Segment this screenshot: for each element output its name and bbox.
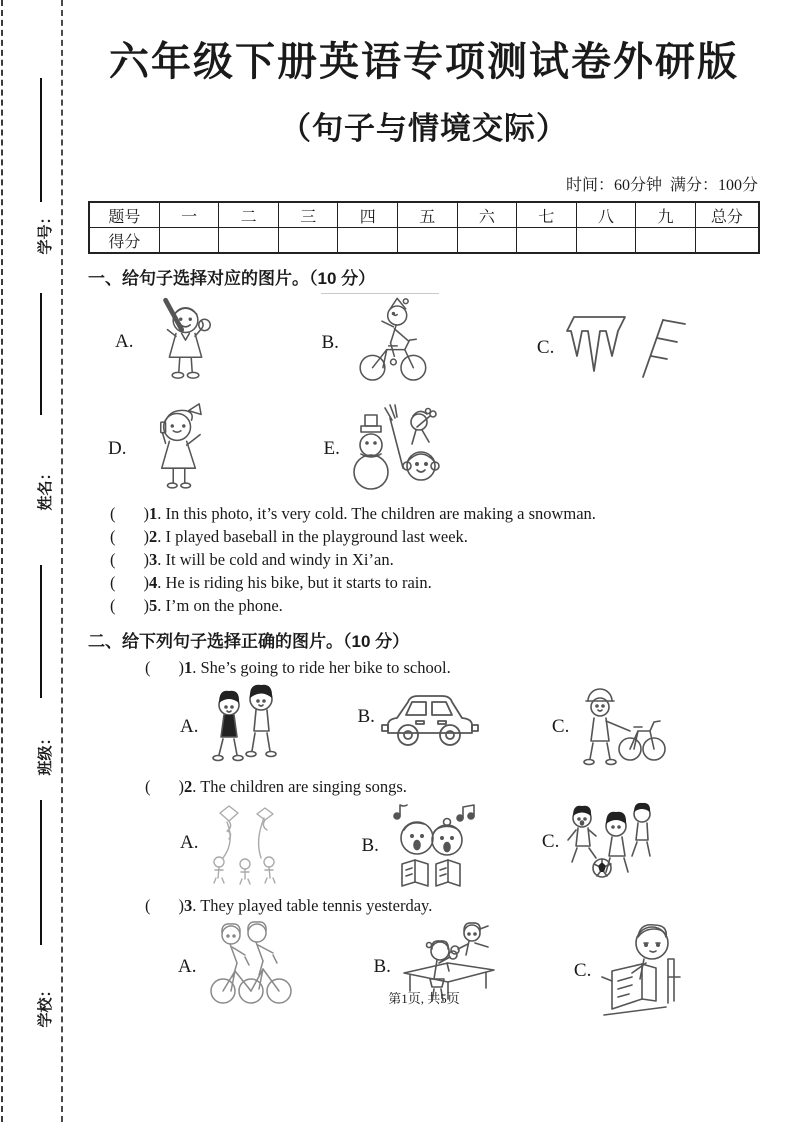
answer-bracket[interactable]: ( ) bbox=[145, 896, 184, 915]
question-item bbox=[110, 571, 760, 594]
question-number: 1 bbox=[149, 504, 158, 523]
question-item bbox=[145, 775, 760, 798]
car-illustration bbox=[380, 681, 480, 753]
question-1-options-row bbox=[88, 681, 760, 773]
picture-option-A bbox=[115, 293, 233, 391]
question-text: . In this photo, it’s very cold. The children are making a snowman. bbox=[157, 504, 596, 523]
binding-dashed-line bbox=[61, 0, 63, 1122]
student-name-blank-line[interactable] bbox=[40, 293, 42, 415]
picture-option-D bbox=[108, 400, 227, 498]
score-cell[interactable] bbox=[576, 228, 636, 254]
option-label: B. bbox=[357, 706, 375, 727]
student-name-label: 姓名： bbox=[37, 465, 54, 511]
option-label: C. bbox=[551, 716, 570, 737]
option-label: A. bbox=[180, 832, 199, 853]
question-text: . I’m on the phone. bbox=[157, 596, 283, 615]
paper-content bbox=[88, 0, 760, 1023]
picture-option-C bbox=[537, 311, 689, 385]
score-table-header-cell: 二 bbox=[219, 202, 279, 228]
section-one-heading: 一、给句子选择对应的图片。（10 分） bbox=[88, 269, 376, 288]
score-cell[interactable] bbox=[338, 228, 398, 254]
question-text: . It will be cold and windy in Xi’an. bbox=[157, 550, 394, 569]
score-table-header-cell: 六 bbox=[457, 202, 517, 228]
option-C bbox=[542, 800, 654, 884]
score-table bbox=[88, 201, 760, 254]
boy-reading-book-illustration bbox=[596, 919, 692, 1023]
option-C bbox=[552, 681, 666, 773]
score-table-header-cell: 五 bbox=[398, 202, 458, 228]
picture-option-label: E. bbox=[323, 438, 340, 459]
option-label: B. bbox=[361, 835, 379, 856]
score-table-header-cell: 题号 bbox=[89, 202, 159, 228]
school-blank-line[interactable] bbox=[40, 800, 42, 945]
question-text: . She’s going to ride her bike to school. bbox=[192, 658, 451, 677]
option-B bbox=[361, 800, 477, 892]
score-table-header-cell: 四 bbox=[338, 202, 398, 228]
option-B bbox=[357, 681, 479, 753]
answer-bracket[interactable]: ( ) bbox=[110, 504, 149, 523]
girl-with-bike-illustration bbox=[574, 681, 666, 773]
option-A bbox=[180, 800, 299, 886]
answer-bracket[interactable]: ( ) bbox=[145, 658, 184, 677]
score-cell[interactable] bbox=[278, 228, 338, 254]
answer-bracket[interactable]: ( ) bbox=[110, 550, 149, 569]
student-number-label: 学号： bbox=[37, 209, 54, 255]
section-one-pictures-row-1 bbox=[88, 293, 760, 392]
question-3-options-row bbox=[88, 919, 760, 1023]
question-number: 4 bbox=[149, 573, 158, 592]
school-label: 学校： bbox=[37, 982, 54, 1028]
option-label: B. bbox=[373, 956, 391, 977]
question-item bbox=[110, 548, 760, 571]
score-table-header-row bbox=[89, 202, 759, 228]
picture-option-label: C. bbox=[536, 337, 555, 358]
answer-bracket[interactable]: ( ) bbox=[145, 777, 184, 796]
question-number: 3 bbox=[184, 896, 193, 915]
score-cell[interactable] bbox=[517, 228, 577, 254]
question-number: 1 bbox=[184, 658, 193, 677]
score-cell[interactable] bbox=[636, 228, 696, 254]
time-and-total-score: 时间：60分钟 满分：100分 bbox=[565, 177, 758, 194]
score-table-header-cell: 九 bbox=[636, 202, 696, 228]
class-blank-line[interactable] bbox=[40, 565, 42, 698]
score-table-header-cell: 八 bbox=[576, 202, 636, 228]
children-flying-kites-illustration bbox=[203, 800, 299, 886]
page-edge-dashed-line bbox=[1, 0, 3, 1122]
question-item bbox=[110, 594, 760, 617]
section-two-heading: 二、给下列句子选择正确的图片。（10 分） bbox=[88, 632, 410, 651]
option-label: A. bbox=[178, 956, 197, 977]
score-table-score-row bbox=[89, 228, 759, 254]
question-item bbox=[145, 656, 760, 679]
score-table-header-cell: 一 bbox=[159, 202, 219, 228]
score-table-header-cell: 七 bbox=[517, 202, 577, 228]
question-text: . He is riding his bike, but it starts to rain. bbox=[157, 573, 432, 592]
child-riding-bike-illustration bbox=[344, 294, 439, 392]
boy-playing-baseball-illustration bbox=[138, 293, 233, 391]
question-number: 3 bbox=[149, 550, 158, 569]
score-cell[interactable] bbox=[457, 228, 517, 254]
score-table-header-cell: 三 bbox=[278, 202, 338, 228]
section-one-pictures-row-2 bbox=[88, 400, 760, 498]
children-singing-illustration bbox=[384, 800, 478, 892]
picture-option-label: A. bbox=[115, 331, 134, 352]
option-C bbox=[574, 919, 692, 1023]
question-number: 2 bbox=[184, 777, 193, 796]
option-A bbox=[180, 681, 291, 773]
page-number-footer: 第1页, 共5页 bbox=[388, 991, 460, 1006]
question-text: . I played baseball in the playground last week. bbox=[157, 527, 468, 546]
score-cell[interactable] bbox=[219, 228, 279, 254]
student-number-blank-line[interactable] bbox=[40, 78, 42, 202]
question-text: . They played table tennis yesterday. bbox=[192, 896, 433, 915]
question-text: . The children are singing songs. bbox=[192, 777, 407, 796]
score-row-label: 得分 bbox=[89, 228, 159, 254]
answer-bracket[interactable]: ( ) bbox=[110, 527, 149, 546]
paper-subtitle: （句子与情境交际） bbox=[280, 111, 568, 146]
picture-option-label: D. bbox=[108, 438, 127, 459]
paper-title: 六年级下册英语专项测试卷外研版 bbox=[109, 39, 739, 84]
score-table-header-cell: 总分 bbox=[695, 202, 759, 228]
option-label: C. bbox=[573, 960, 592, 981]
question-item bbox=[110, 502, 760, 525]
score-cell[interactable] bbox=[695, 228, 759, 254]
score-cell[interactable] bbox=[159, 228, 219, 254]
question-item bbox=[110, 525, 760, 548]
children-making-snowman-illustration bbox=[345, 400, 450, 498]
class-label: 班级： bbox=[37, 730, 54, 776]
section-one-items bbox=[110, 502, 760, 617]
option-label: A. bbox=[180, 716, 199, 737]
cold-and-windy-symbols-illustration bbox=[559, 311, 689, 385]
picture-option-E bbox=[323, 400, 449, 498]
question-2-options-row bbox=[88, 800, 760, 892]
answer-bracket[interactable]: ( ) bbox=[110, 573, 149, 592]
children-playing-football-illustration bbox=[564, 800, 654, 884]
picture-option-label: B. bbox=[321, 332, 339, 353]
question-number: 5 bbox=[149, 596, 158, 615]
option-label: C. bbox=[541, 831, 560, 852]
children-walking-illustration bbox=[203, 681, 291, 773]
question-number: 2 bbox=[149, 527, 158, 546]
picture-option-B bbox=[321, 293, 438, 392]
score-cell[interactable] bbox=[398, 228, 458, 254]
question-item bbox=[145, 894, 760, 917]
answer-bracket[interactable]: ( ) bbox=[110, 596, 149, 615]
girl-on-phone-illustration bbox=[131, 400, 227, 498]
